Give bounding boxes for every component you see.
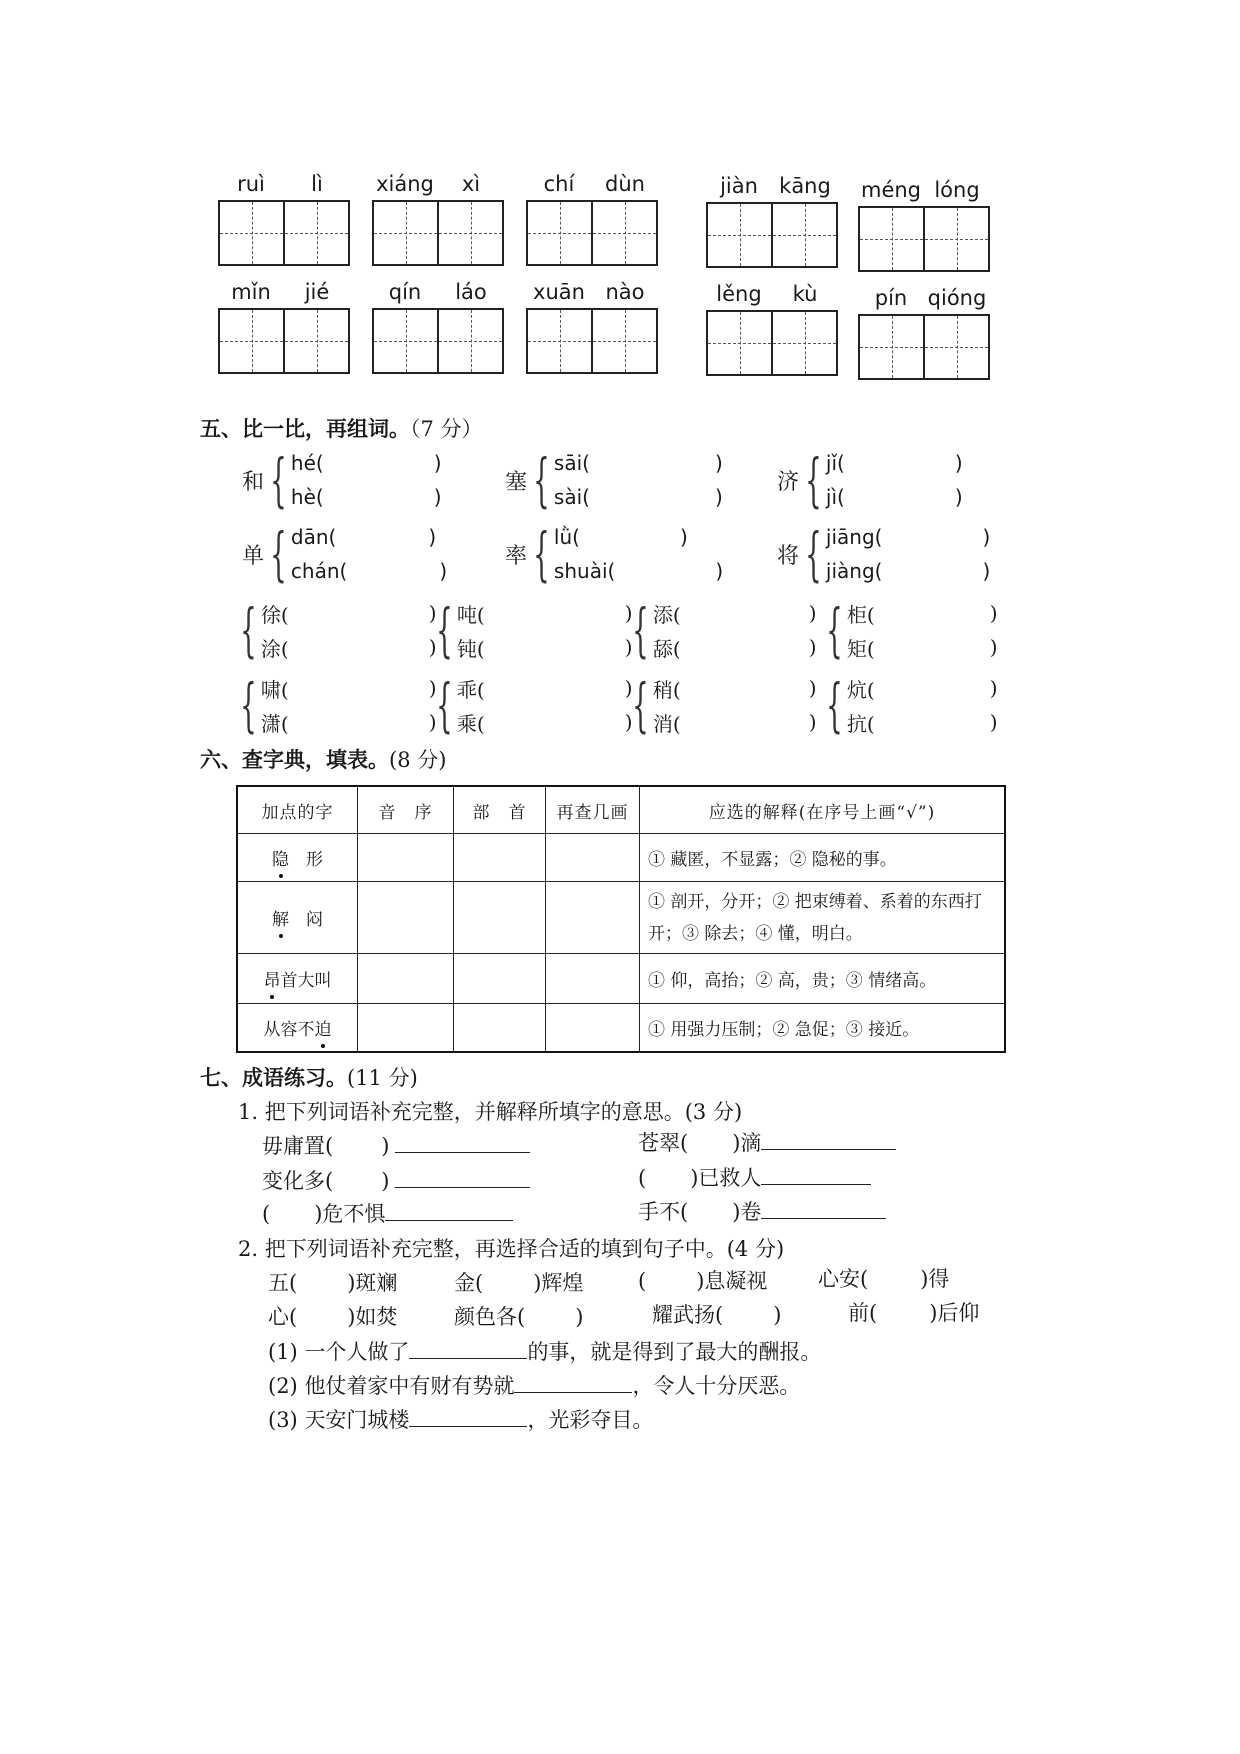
close-paren: ) (954, 485, 963, 509)
reading: sài( (553, 485, 590, 509)
close-paren: ) (989, 710, 998, 734)
idiom-fill-item: 耀武扬( ) (652, 1303, 782, 1327)
polyphone-group (777, 520, 990, 588)
brace-icon: { (805, 520, 822, 588)
pair-char: 徐( (260, 602, 289, 627)
pinyin-label: pín (874, 286, 908, 310)
close-paren: ) (954, 451, 963, 475)
polyphone-char: 率 (505, 543, 528, 569)
brace-icon: { (826, 596, 843, 664)
column-header: 再查几画 (546, 786, 640, 834)
char-pair-group (628, 671, 817, 739)
answer-cell-yinxu[interactable] (358, 954, 454, 1004)
brace-icon: { (632, 596, 649, 664)
reading: dān( (290, 525, 337, 549)
polyphone-group (242, 520, 447, 588)
pair-char: 涂( (260, 636, 289, 661)
idiom-fill-item: 变化多( ) (262, 1165, 530, 1195)
pair-char: 稍( (652, 677, 681, 702)
close-paren: ) (714, 451, 723, 475)
writing-box[interactable] (591, 202, 656, 264)
writing-box[interactable] (283, 202, 348, 264)
polyphone-char: 单 (242, 543, 265, 569)
char-pair-group (236, 596, 437, 664)
reading: lǜ( (553, 525, 580, 549)
char-pair-group (432, 671, 633, 739)
reading: jiàng( (825, 559, 883, 583)
meaning-options[interactable]: ① 用强力压制；② 急促；③ 接近。 (640, 1004, 1006, 1052)
pinyin-label: méng (860, 178, 922, 202)
pair-char: 舔( (652, 636, 681, 661)
close-paren: ) (982, 525, 991, 549)
meaning-options[interactable]: ① 仰，高抬；② 高，贵；③ 情绪高。 (640, 954, 1006, 1004)
close-paren: ) (624, 635, 633, 659)
writing-box[interactable] (708, 204, 771, 266)
close-paren: ) (433, 485, 442, 509)
dotted-word: 昂首大叫 (237, 954, 358, 1004)
answer-cell-strokes[interactable] (546, 834, 640, 882)
table-header-row (237, 786, 1005, 834)
idiom-fill-item: ( )危不惧 (262, 1198, 513, 1228)
close-paren: ) (989, 676, 998, 700)
writing-box[interactable] (771, 312, 836, 374)
pair-char: 钝( (456, 636, 485, 661)
brace-icon: { (533, 520, 550, 588)
pair-char: 矩( (846, 636, 875, 661)
pair-char: 乘( (456, 711, 485, 736)
close-paren: ) (715, 559, 724, 583)
writing-box[interactable] (374, 202, 437, 264)
pinyin-label: xuān (533, 280, 585, 304)
close-paren: ) (808, 676, 817, 700)
writing-box[interactable] (437, 202, 502, 264)
close-paren: ) (433, 451, 442, 475)
sentence-blank[interactable] (409, 1338, 527, 1359)
pair-char: 添( (652, 602, 681, 627)
meaning-options[interactable]: ① 剖开，分开；② 把束缚着、系着的东西打开；③ 除去；④ 懂，明白。 (640, 882, 1006, 954)
sentence-fill: (1) 一个人做了 的事，就是得到了最大的酬报。 (268, 1340, 822, 1364)
brace-icon: { (826, 671, 843, 739)
pair-char: 抗( (846, 711, 875, 736)
sentence-blank[interactable] (514, 1372, 632, 1393)
pinyin-label: ruì (237, 172, 265, 196)
pinyin-label: lěng (716, 282, 762, 306)
close-paren: ) (428, 525, 437, 549)
dotted-word: 隐 形 (237, 834, 358, 882)
idiom-fill-item: 心( )如焚 (268, 1305, 398, 1329)
char-pair-group (822, 596, 998, 664)
writing-box[interactable] (591, 310, 656, 372)
reading: hé( (290, 451, 324, 475)
pinyin-grid-group (526, 172, 658, 266)
writing-box[interactable] (437, 310, 502, 372)
column-header: 应选的解释(在序号上画“√”) (640, 786, 1006, 834)
pinyin-grid-group (218, 172, 350, 266)
sentence-blank[interactable] (409, 1406, 527, 1427)
brace-icon: { (632, 671, 649, 739)
answer-cell-strokes[interactable] (546, 1004, 640, 1052)
answer-cell-strokes[interactable] (546, 882, 640, 954)
brace-icon: { (805, 446, 822, 514)
writing-box[interactable] (283, 310, 348, 372)
brace-icon: { (270, 520, 287, 588)
close-paren: ) (808, 601, 817, 625)
pinyin-grid-group (372, 172, 504, 266)
pair-char: 消( (652, 711, 681, 736)
reading: shuài( (553, 559, 616, 583)
explanation-blank[interactable] (761, 1198, 886, 1219)
polyphone-char: 和 (242, 469, 265, 495)
column-header: 音 序 (358, 786, 454, 834)
char-pair-group (236, 671, 437, 739)
idiom-fill-item: 手不( )卷 (638, 1196, 886, 1226)
close-paren: ) (428, 710, 437, 734)
column-header: 部 首 (454, 786, 546, 834)
idiom-fill-item: ( )息凝视 (638, 1269, 768, 1293)
reading: jiāng( (825, 525, 883, 549)
pinyin-label: xì (461, 172, 481, 196)
writing-box[interactable] (860, 316, 923, 378)
idiom-fill-item: 心安( )得 (818, 1267, 950, 1291)
section-score: （7 分） (410, 417, 483, 441)
writing-box[interactable] (220, 202, 283, 264)
brace-icon: { (436, 596, 453, 664)
polyphone-char: 将 (777, 543, 800, 569)
writing-box[interactable] (708, 312, 771, 374)
polyphone-group (777, 446, 963, 514)
close-paren: ) (428, 635, 437, 659)
meaning-options[interactable]: ① 藏匿，不显露；② 隐秘的事。 (640, 834, 1006, 882)
pinyin-grid-group (858, 178, 990, 272)
pair-char: 潇( (260, 711, 289, 736)
pinyin-label: chí (543, 172, 575, 196)
reading: hè( (290, 485, 324, 509)
pair-char: 炕( (846, 677, 875, 702)
idiom-fill-item: ( )已救人 (638, 1162, 871, 1192)
polyphone-char: 济 (777, 469, 800, 495)
idiom-fill-item: 五( )斑斓 (268, 1271, 398, 1295)
column-header: 加点的字 (237, 786, 358, 834)
pinyin-label: lóng (934, 178, 980, 202)
explanation-blank[interactable] (761, 1129, 896, 1150)
char-pair-group (822, 671, 998, 739)
dictionary-table (236, 785, 1006, 1053)
table-row (237, 1004, 1005, 1052)
close-paren: ) (624, 676, 633, 700)
explanation-blank[interactable] (385, 1200, 513, 1221)
pinyin-label: kāng (779, 174, 831, 198)
reading: jǐ( (825, 451, 845, 475)
polyphone-char: 塞 (505, 469, 528, 495)
brace-icon: { (240, 596, 257, 664)
pair-char: 柜( (846, 602, 875, 627)
close-paren: ) (989, 635, 998, 659)
pinyin-grid-group (706, 282, 838, 376)
close-paren: ) (982, 559, 991, 583)
answer-cell-yinxu[interactable] (358, 834, 454, 882)
writing-box[interactable] (771, 204, 836, 266)
pinyin-grid-group (706, 174, 838, 268)
answer-cell-yinxu[interactable] (358, 1004, 454, 1052)
explanation-blank[interactable] (395, 1132, 530, 1153)
idiom-fill-item: 金( )辉煌 (454, 1271, 584, 1295)
sentence-fill: (2) 他仗着家中有财有势就 ，令人十分厌恶。 (268, 1374, 801, 1398)
section-title-text: 七、成语练习。 (200, 1066, 347, 1090)
reading: chán( (290, 559, 348, 583)
brace-icon: { (270, 446, 287, 514)
close-paren: ) (624, 710, 633, 734)
dotted-word: 从容不迫 (237, 1004, 358, 1052)
section-score: (8 分) (389, 748, 447, 772)
brace-icon: { (240, 671, 257, 739)
pinyin-label: xiáng (376, 172, 434, 196)
pinyin-label: kù (792, 282, 818, 306)
section-title-text: 五、比一比，再组词。 (200, 417, 410, 441)
answer-cell-bushou[interactable] (454, 882, 546, 954)
answer-cell-yinxu[interactable] (358, 882, 454, 954)
close-paren: ) (808, 710, 817, 734)
writing-box[interactable] (220, 310, 283, 372)
close-paren: ) (624, 601, 633, 625)
pinyin-label: lì (311, 172, 323, 196)
pair-char: 啸( (260, 677, 289, 702)
writing-box[interactable] (923, 316, 988, 378)
writing-box[interactable] (528, 202, 591, 264)
section-score: (11 分) (347, 1066, 418, 1090)
close-paren: ) (439, 559, 448, 583)
answer-cell-strokes[interactable] (546, 954, 640, 1004)
close-paren: ) (808, 635, 817, 659)
pinyin-label: jiàn (720, 174, 758, 198)
reading: jì( (825, 485, 845, 509)
dotted-word: 解 闷 (237, 882, 358, 954)
pinyin-label: jié (304, 280, 330, 304)
section-5-title (200, 413, 483, 443)
polyphone-group (505, 446, 723, 514)
close-paren: ) (428, 601, 437, 625)
polyphone-group (505, 520, 723, 588)
question-1-prompt: 1. 把下列词语补充完整，并解释所填字的意思。(3 分) (238, 1100, 743, 1124)
brace-icon: { (436, 671, 453, 739)
pinyin-label: láo (455, 280, 487, 304)
pinyin-label: dùn (605, 172, 645, 196)
idiom-fill-item: 苍翠( )滴 (638, 1127, 896, 1157)
table-row (237, 954, 1005, 1004)
section-title-text: 六、查字典，填表。 (200, 748, 389, 772)
table-row (237, 834, 1005, 882)
pinyin-label: qín (388, 280, 422, 304)
section-7-title (200, 1062, 418, 1092)
close-paren: ) (428, 676, 437, 700)
idiom-fill-item: 前( )后仰 (848, 1301, 980, 1325)
pinyin-grid-group (526, 280, 658, 374)
idiom-fill-item: 毋庸置( ) (262, 1130, 530, 1160)
pinyin-label: mǐn (231, 280, 271, 304)
close-paren: ) (679, 525, 688, 549)
writing-box[interactable] (860, 208, 923, 270)
pair-char: 乖( (456, 677, 485, 702)
question-2-prompt: 2. 把下列词语补充完整，再选择合适的填到句子中。(4 分) (238, 1237, 785, 1261)
pinyin-grid-group (372, 280, 504, 374)
explanation-blank[interactable] (395, 1167, 530, 1188)
polyphone-group (242, 446, 442, 514)
pinyin-label: nào (605, 280, 645, 304)
sentence-fill: (3) 天安门城楼 ，光彩夺目。 (268, 1408, 654, 1432)
pinyin-label: qióng (927, 286, 987, 310)
writing-box[interactable] (923, 208, 988, 270)
pinyin-grid-group (858, 286, 990, 380)
reading: sāi( (553, 451, 590, 475)
writing-box[interactable] (528, 310, 591, 372)
idiom-fill-item: 颜色各( ) (454, 1305, 584, 1329)
writing-box[interactable] (374, 310, 437, 372)
explanation-blank[interactable] (761, 1164, 871, 1185)
pair-char: 吨( (456, 602, 485, 627)
pinyin-grid-group (218, 280, 350, 374)
char-pair-group (628, 596, 817, 664)
answer-cell-bushou[interactable] (454, 954, 546, 1004)
answer-cell-bushou[interactable] (454, 834, 546, 882)
brace-icon: { (533, 446, 550, 514)
close-paren: ) (989, 601, 998, 625)
answer-cell-bushou[interactable] (454, 1004, 546, 1052)
section-6-title (200, 744, 446, 774)
char-pair-group (432, 596, 633, 664)
close-paren: ) (714, 485, 723, 509)
table-row (237, 882, 1005, 954)
